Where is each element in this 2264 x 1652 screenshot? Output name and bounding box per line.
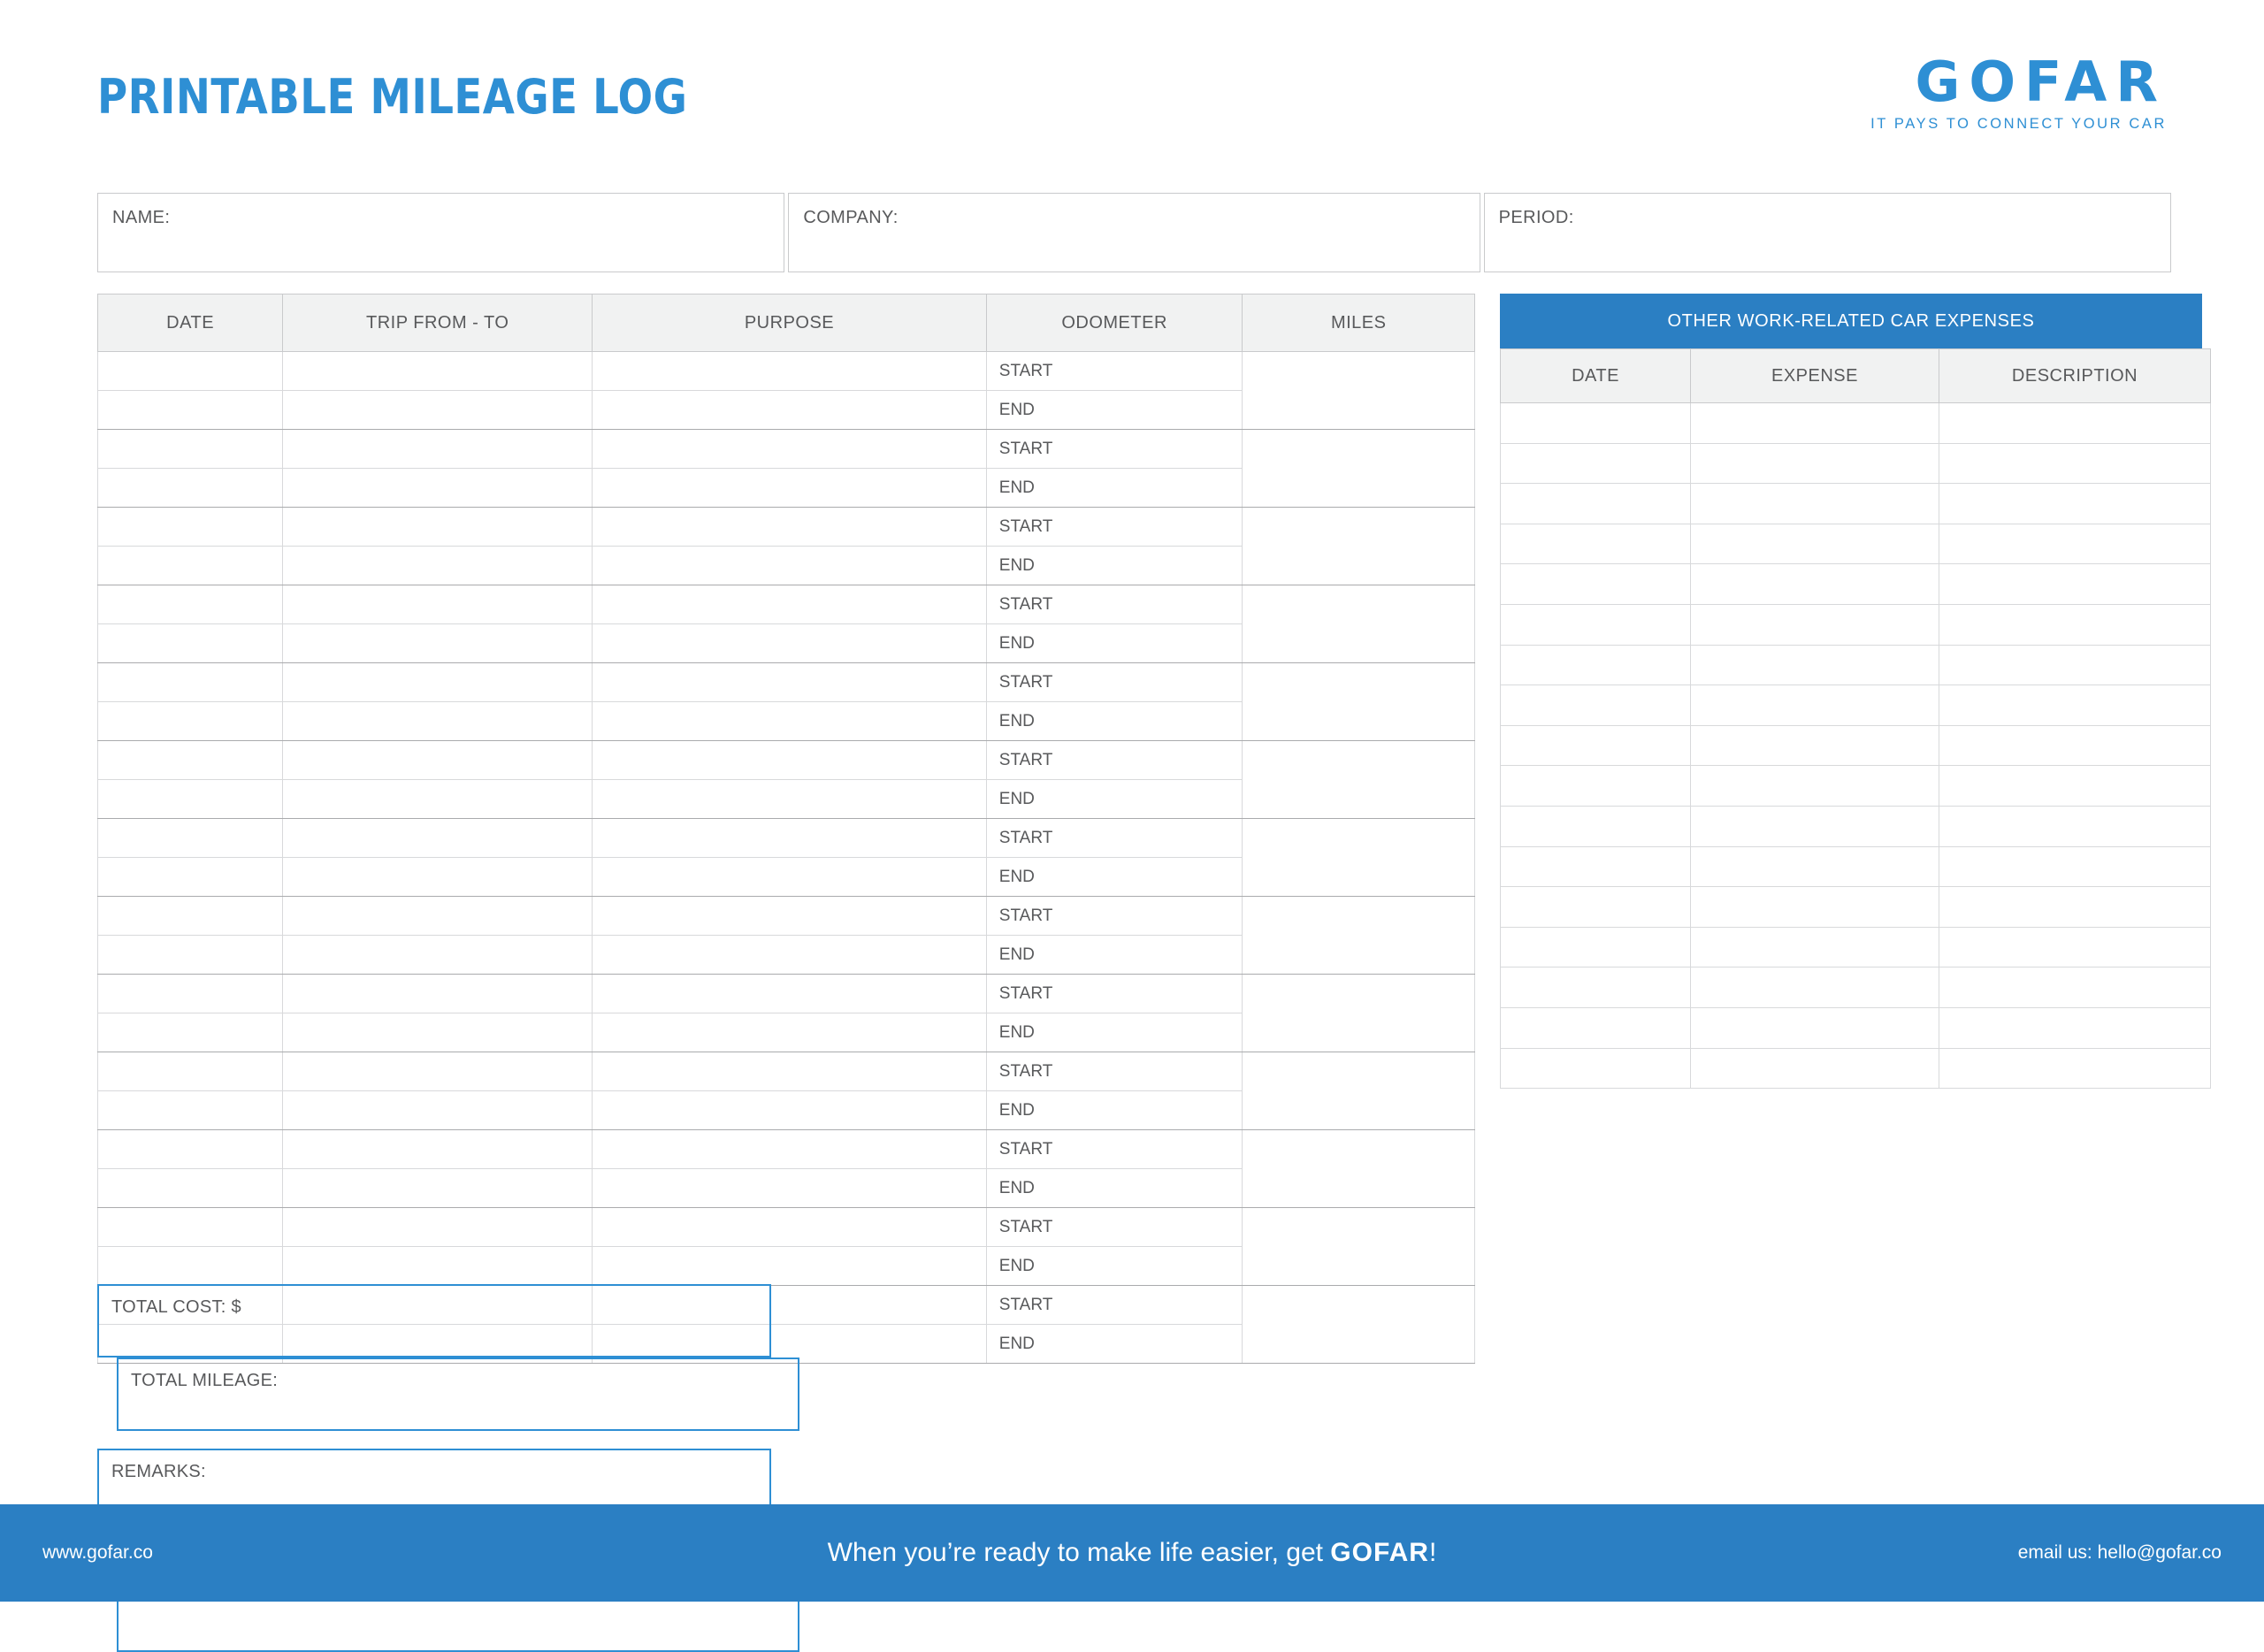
expenses-row[interactable] bbox=[1501, 725, 2211, 766]
odometer-end-cell[interactable]: END bbox=[986, 1169, 1243, 1208]
expenses-cell-description[interactable] bbox=[1939, 927, 2211, 967]
mileage-cell-date[interactable] bbox=[98, 741, 283, 780]
mileage-cell-purpose[interactable] bbox=[593, 624, 987, 663]
expenses-table-body bbox=[1501, 403, 2211, 1089]
expenses-cell-date[interactable] bbox=[1501, 806, 1691, 846]
footer-website[interactable]: www.gofar.co bbox=[42, 1542, 153, 1563]
mileage-cell-miles[interactable] bbox=[1243, 897, 1475, 975]
mileage-cell-purpose[interactable] bbox=[593, 1247, 987, 1286]
page-footer bbox=[0, 1504, 2264, 1602]
mileage-cell-miles[interactable] bbox=[1243, 430, 1475, 508]
expenses-row[interactable] bbox=[1501, 1048, 2211, 1089]
expenses-cell-description[interactable] bbox=[1939, 403, 2211, 444]
expenses-row[interactable] bbox=[1501, 927, 2211, 967]
footer-email[interactable]: email us: hello@gofar.co bbox=[2017, 1542, 2222, 1563]
odometer-start-cell[interactable]: START bbox=[986, 1130, 1243, 1169]
expenses-cell-date[interactable] bbox=[1501, 645, 1691, 685]
mileage-cell-miles[interactable] bbox=[1243, 585, 1475, 663]
expenses-row[interactable] bbox=[1501, 484, 2211, 524]
expenses-cell-date[interactable] bbox=[1501, 403, 1691, 444]
odometer-end-cell[interactable]: END bbox=[986, 469, 1243, 508]
expenses-cell-expense[interactable] bbox=[1691, 484, 1939, 524]
odometer-end-cell[interactable]: END bbox=[986, 1091, 1243, 1130]
expenses-cell-description[interactable] bbox=[1939, 725, 2211, 766]
expenses-cell-description[interactable] bbox=[1939, 846, 2211, 887]
mileage-cell-trip[interactable] bbox=[283, 508, 593, 547]
mileage-cell-date[interactable] bbox=[98, 1169, 283, 1208]
mileage-row[interactable] bbox=[98, 819, 1475, 858]
mileage-cell-trip[interactable] bbox=[283, 391, 593, 430]
mileage-cell-trip[interactable] bbox=[283, 1208, 593, 1247]
odometer-start-cell[interactable]: START bbox=[986, 508, 1243, 547]
mileage-cell-purpose[interactable] bbox=[593, 702, 987, 741]
mileage-cell-purpose[interactable] bbox=[593, 1130, 987, 1169]
odometer-end-cell[interactable]: END bbox=[986, 702, 1243, 741]
expenses-cell-date[interactable] bbox=[1501, 604, 1691, 645]
expenses-row[interactable] bbox=[1501, 645, 2211, 685]
mileage-cell-date[interactable] bbox=[98, 391, 283, 430]
footer-tagline bbox=[0, 1538, 2264, 1568]
expenses-cell-expense[interactable] bbox=[1691, 564, 1939, 605]
mileage-cell-purpose[interactable] bbox=[593, 469, 987, 508]
odometer-start-cell[interactable]: START bbox=[986, 819, 1243, 858]
odometer-start-cell[interactable]: START bbox=[986, 1208, 1243, 1247]
column-header-purpose: PURPOSE bbox=[593, 294, 987, 352]
mileage-cell-purpose[interactable] bbox=[593, 936, 987, 975]
expenses-cell-expense[interactable] bbox=[1691, 403, 1939, 444]
expenses-cell-expense[interactable] bbox=[1691, 806, 1939, 846]
mileage-cell-purpose[interactable] bbox=[593, 391, 987, 430]
expenses-row[interactable] bbox=[1501, 1007, 2211, 1048]
mileage-cell-purpose[interactable] bbox=[593, 430, 987, 469]
expenses-row[interactable] bbox=[1501, 564, 2211, 605]
odometer-end-cell[interactable]: END bbox=[986, 780, 1243, 819]
brand-name: GOFAR bbox=[1915, 50, 2167, 114]
expenses-cell-date[interactable] bbox=[1501, 725, 1691, 766]
column-header-odometer: ODOMETER bbox=[986, 294, 1243, 352]
mileage-row[interactable] bbox=[98, 585, 1475, 624]
mileage-cell-purpose[interactable] bbox=[593, 663, 987, 702]
mileage-cell-miles[interactable] bbox=[1243, 663, 1475, 741]
odometer-end-cell[interactable]: END bbox=[986, 1013, 1243, 1052]
total-mileage-field[interactable] bbox=[117, 1358, 799, 1431]
odometer-start-cell[interactable]: START bbox=[986, 897, 1243, 936]
mileage-cell-purpose[interactable] bbox=[593, 547, 987, 585]
mileage-row[interactable] bbox=[98, 430, 1475, 469]
expenses-row[interactable] bbox=[1501, 604, 2211, 645]
expenses-cell-description[interactable] bbox=[1939, 524, 2211, 564]
mileage-row[interactable] bbox=[98, 741, 1475, 780]
mileage-cell-miles[interactable] bbox=[1243, 1208, 1475, 1286]
expenses-row[interactable] bbox=[1501, 524, 2211, 564]
period-label: PERIOD: bbox=[1498, 208, 1574, 227]
mileage-cell-miles[interactable] bbox=[1243, 819, 1475, 897]
expenses-cell-description[interactable] bbox=[1939, 604, 2211, 645]
expenses-cell-date[interactable] bbox=[1501, 766, 1691, 807]
mileage-cell-date[interactable] bbox=[98, 585, 283, 624]
expenses-cell-date[interactable] bbox=[1501, 967, 1691, 1008]
expenses-cell-description[interactable] bbox=[1939, 887, 2211, 928]
mileage-cell-miles[interactable] bbox=[1243, 975, 1475, 1052]
mileage-cell-miles[interactable] bbox=[1243, 1130, 1475, 1208]
mileage-row[interactable] bbox=[98, 352, 1475, 391]
expenses-cell-expense[interactable] bbox=[1691, 645, 1939, 685]
mileage-cell-trip[interactable] bbox=[283, 741, 593, 780]
expenses-cell-description[interactable] bbox=[1939, 806, 2211, 846]
odometer-start-cell[interactable]: START bbox=[986, 585, 1243, 624]
mileage-cell-date[interactable] bbox=[98, 1208, 283, 1247]
mileage-cell-date[interactable] bbox=[98, 1247, 283, 1286]
brand-tagline: IT PAYS TO CONNECT YOUR CAR bbox=[1870, 116, 2167, 133]
mileage-table bbox=[97, 294, 1475, 1364]
info-row bbox=[97, 193, 2171, 272]
expenses-cell-expense[interactable] bbox=[1691, 443, 1939, 484]
expenses-cell-date[interactable] bbox=[1501, 887, 1691, 928]
mileage-cell-trip[interactable] bbox=[283, 547, 593, 585]
expenses-cell-date[interactable] bbox=[1501, 1007, 1691, 1048]
mileage-cell-purpose[interactable] bbox=[593, 585, 987, 624]
mileage-cell-date[interactable] bbox=[98, 1052, 283, 1091]
mileage-cell-miles[interactable] bbox=[1243, 1052, 1475, 1130]
expenses-cell-date[interactable] bbox=[1501, 443, 1691, 484]
expenses-row[interactable] bbox=[1501, 806, 2211, 846]
remarks-label: REMARKS: bbox=[111, 1462, 206, 1481]
expenses-cell-description[interactable] bbox=[1939, 967, 2211, 1008]
expenses-cell-date[interactable] bbox=[1501, 846, 1691, 887]
mileage-cell-purpose[interactable] bbox=[593, 975, 987, 1013]
column-header-miles: MILES bbox=[1243, 294, 1475, 352]
mileage-row[interactable] bbox=[98, 1130, 1475, 1169]
mileage-row[interactable] bbox=[98, 508, 1475, 547]
expenses-row[interactable] bbox=[1501, 443, 2211, 484]
brand-logo bbox=[1870, 50, 2167, 133]
mileage-table-body bbox=[98, 352, 1475, 1364]
expenses-cell-expense[interactable] bbox=[1691, 1007, 1939, 1048]
mileage-cell-purpose[interactable] bbox=[593, 508, 987, 547]
period-field[interactable] bbox=[1484, 193, 2171, 272]
odometer-end-cell[interactable]: END bbox=[986, 391, 1243, 430]
expenses-cell-description[interactable] bbox=[1939, 685, 2211, 726]
expenses-cell-description[interactable] bbox=[1939, 766, 2211, 807]
expenses-cell-expense[interactable] bbox=[1691, 685, 1939, 726]
expenses-cell-description[interactable] bbox=[1939, 564, 2211, 605]
odometer-start-cell[interactable]: START bbox=[986, 430, 1243, 469]
mileage-cell-trip[interactable] bbox=[283, 469, 593, 508]
odometer-start-cell[interactable]: START bbox=[986, 975, 1243, 1013]
mileage-cell-purpose[interactable] bbox=[593, 1169, 987, 1208]
expenses-cell-expense[interactable] bbox=[1691, 1048, 1939, 1089]
odometer-start-cell[interactable]: START bbox=[986, 663, 1243, 702]
odometer-start-cell[interactable]: START bbox=[986, 741, 1243, 780]
company-label: COMPANY: bbox=[803, 208, 899, 227]
company-field[interactable] bbox=[788, 193, 1480, 272]
mileage-cell-date[interactable] bbox=[98, 1091, 283, 1130]
expenses-cell-description[interactable] bbox=[1939, 484, 2211, 524]
mileage-cell-date[interactable] bbox=[98, 780, 283, 819]
mileage-cell-miles[interactable] bbox=[1243, 352, 1475, 430]
odometer-end-cell[interactable]: END bbox=[986, 1325, 1243, 1364]
name-field[interactable] bbox=[97, 193, 784, 272]
expenses-cell-date[interactable] bbox=[1501, 685, 1691, 726]
expenses-cell-expense[interactable] bbox=[1691, 524, 1939, 564]
mileage-cell-trip[interactable] bbox=[283, 352, 593, 391]
mileage-cell-trip[interactable] bbox=[283, 663, 593, 702]
mileage-table-header-row bbox=[98, 294, 1475, 352]
mileage-cell-date[interactable] bbox=[98, 975, 283, 1013]
expenses-cell-expense[interactable] bbox=[1691, 604, 1939, 645]
mileage-cell-trip[interactable] bbox=[283, 819, 593, 858]
mileage-cell-purpose[interactable] bbox=[593, 741, 987, 780]
expenses-cell-expense[interactable] bbox=[1691, 725, 1939, 766]
odometer-end-cell[interactable]: END bbox=[986, 547, 1243, 585]
odometer-start-cell[interactable]: START bbox=[986, 1286, 1243, 1325]
expenses-row[interactable] bbox=[1501, 685, 2211, 726]
expenses-cell-date[interactable] bbox=[1501, 524, 1691, 564]
expenses-cell-expense[interactable] bbox=[1691, 967, 1939, 1008]
expenses-cell-description[interactable] bbox=[1939, 1007, 2211, 1048]
mileage-cell-purpose[interactable] bbox=[593, 352, 987, 391]
mileage-cell-trip[interactable] bbox=[283, 936, 593, 975]
mileage-cell-date[interactable] bbox=[98, 352, 283, 391]
expenses-cell-expense[interactable] bbox=[1691, 887, 1939, 928]
total-cost-label: TOTAL COST: $ bbox=[111, 1297, 241, 1317]
mileage-cell-purpose[interactable] bbox=[593, 780, 987, 819]
mileage-cell-trip[interactable] bbox=[283, 430, 593, 469]
total-cost-field[interactable] bbox=[97, 1284, 771, 1358]
footer-tagline-brand: GOFAR bbox=[1330, 1538, 1429, 1567]
expenses-row[interactable] bbox=[1501, 967, 2211, 1008]
odometer-end-cell[interactable]: END bbox=[986, 858, 1243, 897]
mileage-cell-miles[interactable] bbox=[1243, 741, 1475, 819]
expenses-cell-description[interactable] bbox=[1939, 443, 2211, 484]
mileage-cell-trip[interactable] bbox=[283, 780, 593, 819]
mileage-cell-date[interactable] bbox=[98, 858, 283, 897]
mileage-cell-trip[interactable] bbox=[283, 585, 593, 624]
mileage-cell-trip[interactable] bbox=[283, 624, 593, 663]
footer-tagline-suffix: ! bbox=[1428, 1538, 1437, 1567]
expenses-cell-expense[interactable] bbox=[1691, 766, 1939, 807]
mileage-cell-trip[interactable] bbox=[283, 1091, 593, 1130]
expenses-cell-expense[interactable] bbox=[1691, 846, 1939, 887]
expenses-cell-description[interactable] bbox=[1939, 1048, 2211, 1089]
mileage-row[interactable] bbox=[98, 1052, 1475, 1091]
mileage-cell-date[interactable] bbox=[98, 936, 283, 975]
mileage-cell-trip[interactable] bbox=[283, 858, 593, 897]
page-header bbox=[97, 50, 2167, 168]
expenses-cell-expense[interactable] bbox=[1691, 927, 1939, 967]
mileage-cell-trip[interactable] bbox=[283, 1130, 593, 1169]
expenses-column-expense: EXPENSE bbox=[1691, 349, 1939, 403]
footer-tagline-prefix: When you’re ready to make life easier, get bbox=[827, 1538, 1331, 1567]
mileage-cell-purpose[interactable] bbox=[593, 1013, 987, 1052]
mileage-cell-date[interactable] bbox=[98, 624, 283, 663]
mileage-cell-date[interactable] bbox=[98, 469, 283, 508]
expenses-cell-date[interactable] bbox=[1501, 564, 1691, 605]
mileage-cell-trip[interactable] bbox=[283, 1013, 593, 1052]
mileage-cell-date[interactable] bbox=[98, 547, 283, 585]
mileage-cell-trip[interactable] bbox=[283, 897, 593, 936]
mileage-cell-miles[interactable] bbox=[1243, 508, 1475, 585]
mileage-cell-purpose[interactable] bbox=[593, 819, 987, 858]
expenses-header-row bbox=[1501, 349, 2211, 403]
mileage-cell-purpose[interactable] bbox=[593, 1052, 987, 1091]
mileage-cell-date[interactable] bbox=[98, 897, 283, 936]
mileage-cell-date[interactable] bbox=[98, 1130, 283, 1169]
mileage-cell-purpose[interactable] bbox=[593, 858, 987, 897]
expenses-column-date: DATE bbox=[1501, 349, 1691, 403]
mileage-cell-purpose[interactable] bbox=[593, 1208, 987, 1247]
odometer-start-cell[interactable]: START bbox=[986, 1052, 1243, 1091]
mileage-cell-trip[interactable] bbox=[283, 1169, 593, 1208]
mileage-cell-date[interactable] bbox=[98, 430, 283, 469]
expenses-section bbox=[1500, 294, 2202, 1089]
expenses-cell-date[interactable] bbox=[1501, 484, 1691, 524]
expenses-title: OTHER WORK-RELATED CAR EXPENSES bbox=[1500, 294, 2202, 348]
odometer-end-cell[interactable]: END bbox=[986, 936, 1243, 975]
expenses-cell-date[interactable] bbox=[1501, 1048, 1691, 1089]
expenses-row[interactable] bbox=[1501, 846, 2211, 887]
mileage-cell-purpose[interactable] bbox=[593, 1091, 987, 1130]
mileage-cell-date[interactable] bbox=[98, 663, 283, 702]
mileage-row[interactable] bbox=[98, 975, 1475, 1013]
mileage-cell-trip[interactable] bbox=[283, 702, 593, 741]
expenses-row[interactable] bbox=[1501, 887, 2211, 928]
expenses-row[interactable] bbox=[1501, 766, 2211, 807]
name-label: NAME: bbox=[112, 208, 171, 227]
expenses-cell-description[interactable] bbox=[1939, 645, 2211, 685]
odometer-end-cell[interactable]: END bbox=[986, 1247, 1243, 1286]
total-mileage-label: TOTAL MILEAGE: bbox=[131, 1371, 279, 1390]
expenses-row[interactable] bbox=[1501, 403, 2211, 444]
expenses-table bbox=[1500, 348, 2211, 1089]
mileage-cell-trip[interactable] bbox=[283, 975, 593, 1013]
expenses-column-description: DESCRIPTION bbox=[1939, 349, 2211, 403]
mileage-cell-trip[interactable] bbox=[283, 1052, 593, 1091]
mileage-cell-date[interactable] bbox=[98, 1013, 283, 1052]
expenses-cell-date[interactable] bbox=[1501, 927, 1691, 967]
mileage-cell-purpose[interactable] bbox=[593, 897, 987, 936]
mileage-cell-trip[interactable] bbox=[283, 1247, 593, 1286]
mileage-row[interactable] bbox=[98, 663, 1475, 702]
column-header-trip: TRIP FROM - TO bbox=[283, 294, 593, 352]
odometer-end-cell[interactable]: END bbox=[986, 624, 1243, 663]
mileage-row[interactable] bbox=[98, 1208, 1475, 1247]
mileage-cell-date[interactable] bbox=[98, 508, 283, 547]
mileage-cell-date[interactable] bbox=[98, 702, 283, 741]
odometer-start-cell[interactable]: START bbox=[986, 352, 1243, 391]
mileage-row[interactable] bbox=[98, 897, 1475, 936]
page-title: PRINTABLE MILEAGE LOG bbox=[97, 69, 688, 125]
column-header-date: DATE bbox=[98, 294, 283, 352]
mileage-cell-date[interactable] bbox=[98, 819, 283, 858]
